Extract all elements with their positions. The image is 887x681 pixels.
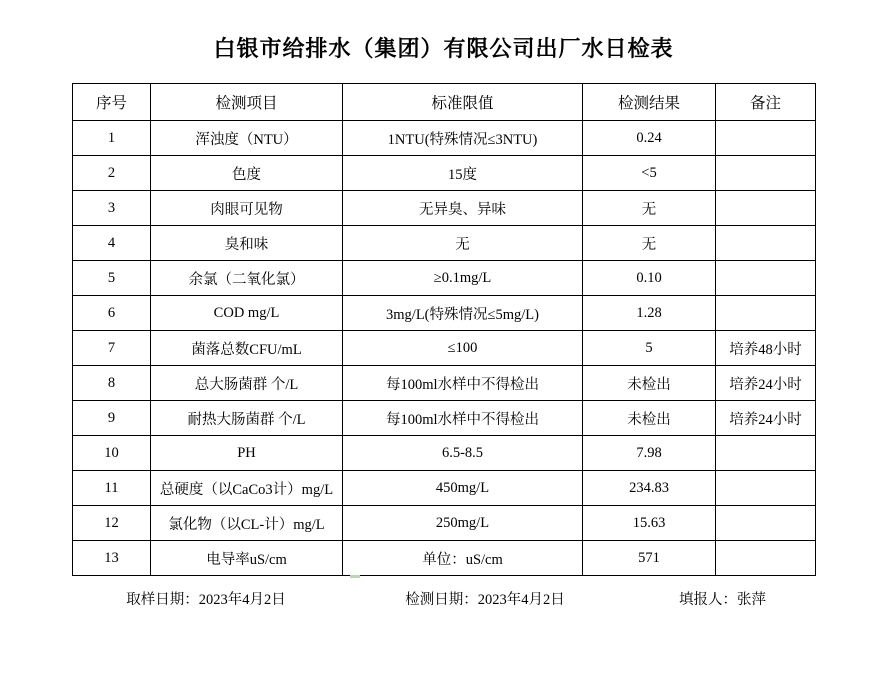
cell-no: 3 bbox=[73, 191, 151, 226]
cell-remark: 培养24小时 bbox=[716, 366, 816, 401]
cell-limit: 6.5-8.5 bbox=[343, 436, 583, 471]
cell-remark bbox=[716, 261, 816, 296]
cell-remark: 培养48小时 bbox=[716, 331, 816, 366]
table-row bbox=[73, 471, 816, 506]
cell-limit: 每100ml水样中不得检出 bbox=[343, 366, 583, 401]
cell-result: 15.63 bbox=[583, 506, 716, 541]
cell-limit: 3mg/L(特殊情况≤5mg/L) bbox=[343, 296, 583, 331]
cell-result: 5 bbox=[583, 331, 716, 366]
table-row bbox=[73, 436, 816, 471]
cell-item: 色度 bbox=[151, 156, 343, 191]
cell-no: 1 bbox=[73, 121, 151, 156]
table-header bbox=[73, 84, 816, 121]
water-quality-table bbox=[72, 83, 816, 576]
cell-item: 臭和味 bbox=[151, 226, 343, 261]
cell-remark bbox=[716, 471, 816, 506]
table-row bbox=[73, 331, 816, 366]
table-row bbox=[73, 121, 816, 156]
table-row bbox=[73, 506, 816, 541]
cell-no: 11 bbox=[73, 471, 151, 506]
scan-artifact bbox=[350, 575, 360, 578]
table-header-row bbox=[73, 84, 816, 121]
cell-limit: ≥0.1mg/L bbox=[343, 261, 583, 296]
column-header-item: 检测项目 bbox=[151, 84, 343, 121]
table-row bbox=[73, 191, 816, 226]
cell-item: COD mg/L bbox=[151, 296, 343, 331]
cell-limit: 每100ml水样中不得检出 bbox=[343, 401, 583, 436]
cell-no: 2 bbox=[73, 156, 151, 191]
cell-item: 电导率uS/cm bbox=[151, 541, 343, 576]
column-header-remark: 备注 bbox=[716, 84, 816, 121]
footer bbox=[72, 588, 815, 609]
sampling-date: 取样日期：2023年4月2日 bbox=[126, 592, 286, 608]
cell-remark bbox=[716, 541, 816, 576]
cell-result: 未检出 bbox=[583, 366, 716, 401]
column-header-limit: 标准限值 bbox=[343, 84, 583, 121]
testing-date: 检测日期：2023年4月2日 bbox=[405, 592, 565, 608]
document-page bbox=[0, 32, 887, 681]
cell-limit: 15度 bbox=[343, 156, 583, 191]
cell-result: 未检出 bbox=[583, 401, 716, 436]
cell-item: 肉眼可见物 bbox=[151, 191, 343, 226]
cell-remark: 培养24小时 bbox=[716, 401, 816, 436]
table-row bbox=[73, 401, 816, 436]
cell-limit: 250mg/L bbox=[343, 506, 583, 541]
cell-limit: 450mg/L bbox=[343, 471, 583, 506]
table-row bbox=[73, 541, 816, 576]
column-header-no: 序号 bbox=[73, 84, 151, 121]
cell-limit: ≤100 bbox=[343, 331, 583, 366]
cell-item: 余氯（二氧化氯） bbox=[151, 261, 343, 296]
cell-item: 氯化物（以CL-计）mg/L bbox=[151, 506, 343, 541]
cell-limit: 单位：uS/cm bbox=[343, 541, 583, 576]
cell-item: 耐热大肠菌群 个/L bbox=[151, 401, 343, 436]
cell-item: 总硬度（以CaCo3计）mg/L bbox=[151, 471, 343, 506]
cell-remark bbox=[716, 156, 816, 191]
table-row bbox=[73, 226, 816, 261]
reporter-name: 填报人：张萍 bbox=[679, 592, 766, 608]
cell-result: 234.83 bbox=[583, 471, 716, 506]
cell-result: 7.98 bbox=[583, 436, 716, 471]
page-title: 白银市给排水（集团）有限公司出厂水日检表 bbox=[213, 36, 674, 61]
cell-result: 无 bbox=[583, 226, 716, 261]
cell-limit: 1NTU(特殊情况≤3NTU) bbox=[343, 121, 583, 156]
cell-item: 总大肠菌群 个/L bbox=[151, 366, 343, 401]
cell-no: 13 bbox=[73, 541, 151, 576]
cell-result: 0.24 bbox=[583, 121, 716, 156]
cell-no: 9 bbox=[73, 401, 151, 436]
table-row bbox=[73, 296, 816, 331]
cell-remark bbox=[716, 506, 816, 541]
cell-item: PH bbox=[151, 436, 343, 471]
table-row bbox=[73, 366, 816, 401]
cell-remark bbox=[716, 191, 816, 226]
column-header-result: 检测结果 bbox=[583, 84, 716, 121]
cell-no: 12 bbox=[73, 506, 151, 541]
cell-limit: 无异臭、异味 bbox=[343, 191, 583, 226]
cell-no: 5 bbox=[73, 261, 151, 296]
table-row bbox=[73, 261, 816, 296]
cell-result: 无 bbox=[583, 191, 716, 226]
cell-no: 8 bbox=[73, 366, 151, 401]
cell-no: 7 bbox=[73, 331, 151, 366]
table-row bbox=[73, 156, 816, 191]
cell-remark bbox=[716, 121, 816, 156]
cell-result: 0.10 bbox=[583, 261, 716, 296]
cell-result: 1.28 bbox=[583, 296, 716, 331]
cell-result: <5 bbox=[583, 156, 716, 191]
cell-remark bbox=[716, 436, 816, 471]
cell-item: 浑浊度（NTU） bbox=[151, 121, 343, 156]
cell-no: 10 bbox=[73, 436, 151, 471]
cell-no: 4 bbox=[73, 226, 151, 261]
cell-remark bbox=[716, 296, 816, 331]
cell-no: 6 bbox=[73, 296, 151, 331]
cell-result: 571 bbox=[583, 541, 716, 576]
cell-item: 菌落总数CFU/mL bbox=[151, 331, 343, 366]
cell-limit: 无 bbox=[343, 226, 583, 261]
table-body bbox=[73, 121, 816, 576]
cell-remark bbox=[716, 226, 816, 261]
report-table-wrapper bbox=[72, 83, 815, 576]
